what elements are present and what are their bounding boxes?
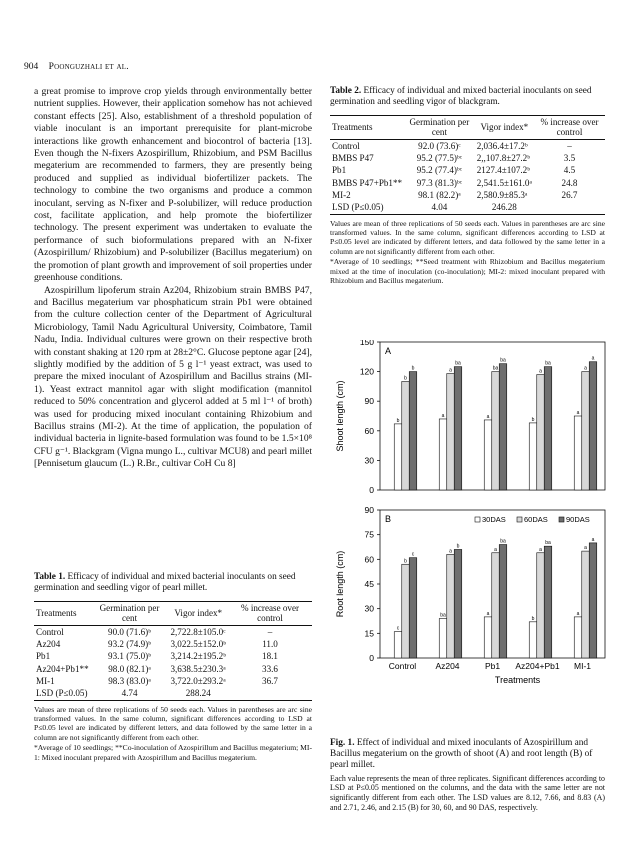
bar-90das (589, 543, 597, 658)
table-header: Vigor index* (475, 115, 534, 139)
y-tick-label: 150 (359, 340, 374, 347)
running-author: Poonguzhali et al. (48, 62, 129, 72)
bar-60das (537, 553, 545, 658)
body-paragraph-2: Azospirillum lipoferum strain Az204, Rhizobium strain BMBS P47, and Bacillus megaterium var phosphaticum strain Pb1 were obtained from the culture collection center of the Department of Agricultural Microbiology, Tamil Nadu Agricultural University, Coimbatore, Tamil Nadu, India. Individual cultures were grown on their respective broth with constant shaking at 120 rpm at 28±2°C. Glucose peptone agar [24], slightly modified by the addition of 5 g l⁻¹ yeast extract, was used to prepare the mixed inoculant of Azospirillum and Bacillus strains (MI-1). Yeast extract mannitol agar with slight modification (mannitol reduced to 50% concentration and glycerol added at 5 ml l⁻¹ of broth) was used for producing mixed inoculant containing Rhizobium and Bacillus strains (MI-2). At the time of application, the population of individual bacteria in lignite-based formulation was found to be 1.5×10⁸ CFU g⁻¹. Blackgram (Vigna mungo L., cultivar MCU8) and pearl millet [Pennisetum glaucum (L.) R.Br., cultivar CoH Cu 8] (34, 284, 312, 470)
bar-significance-label: a (584, 365, 587, 372)
bar-significance-label: b (531, 615, 535, 622)
y-tick-label: 0 (369, 485, 374, 495)
bar-significance-label: a (539, 368, 542, 375)
bar-90das (499, 364, 507, 490)
bar-significance-label: b (404, 558, 407, 565)
bar-60das (402, 564, 410, 658)
legend-label: 90DAS (566, 515, 590, 524)
bar-30das (484, 617, 492, 658)
bar-significance-label: b (531, 416, 535, 423)
y-tick-label: 90 (364, 396, 374, 407)
bar-significance-label: a (576, 410, 580, 416)
table-1-footnote: *Average of 10 seedlings; **Co-inoculation of Azospirillum and Bacillus megaterium; MI-1: Mixed inoculant prepared with Azospirillum and Bacillus megaterium. (34, 743, 312, 762)
running-header (24, 62, 129, 72)
bar-significance-label: a (486, 413, 490, 420)
bar-significance-label: b (456, 543, 460, 550)
bar-significance-label: ba (500, 357, 506, 364)
bar-30das (484, 420, 492, 490)
table-header: Germination per cent (404, 115, 475, 139)
bar-significance-label: a (494, 546, 497, 553)
bar-90das (454, 549, 462, 658)
y-tick-label: 45 (364, 579, 374, 589)
y-tick-label: 90 (364, 505, 374, 515)
bar-60das (492, 372, 500, 490)
table-1-note: Values are mean of three replications of 50 seeds each. Values in parentheses are arc sine transformed values. In the same column, significant differences according to LSD at P≤0.05 level are indicated by different letters, and data followed by the same letter in a column are not significantly different from each other. (34, 704, 312, 742)
bar-30das (439, 619, 447, 658)
bar-significance-label: ba (440, 612, 446, 619)
panel-label: B (385, 514, 392, 524)
bar-30das (394, 424, 402, 490)
table-header: Treatments (34, 601, 91, 625)
bar-90das (589, 362, 597, 490)
bar-90das (409, 558, 417, 658)
table-2-grid (330, 115, 605, 215)
table-header: % increase over control (228, 601, 312, 625)
bar-90das (499, 545, 507, 658)
bar-90das (544, 367, 552, 490)
x-tick-label: Az204 (435, 661, 460, 671)
y-tick-label: 75 (364, 529, 374, 540)
table-2-caption: Table 2. Efficacy of individual and mixed bacterial inoculants on seed germination and seedling vigor of blackgram. (330, 86, 592, 108)
bar-significance-label: a (449, 548, 452, 555)
y-tick-label: 60 (364, 425, 374, 436)
legend-swatch (475, 517, 480, 522)
table-1 (34, 572, 312, 762)
figure-1-caption-note: Each value represents the mean of three replicates. Significant differences according to LSD at P≤0.05 mentioned on the columns, and the data with the same letter are not significantly different from each other. The LSD values are 8.12, 7.66, and 8.83 (A) and 2.71, 2.46, and 2.15 (B) for 30, 60, and 90 DAS, respectively. (330, 773, 605, 812)
table-row: Az204 93.2 (74.9)ᵇ 3,022.5±152.0ᵇ 11.0 (36, 639, 278, 650)
table-header: % increase over control (534, 115, 605, 139)
y-tick-label: 30 (364, 603, 374, 614)
x-tick-label: MI-1 (574, 661, 591, 671)
bar-significance-label: b (396, 417, 400, 424)
page-number: 904 (24, 62, 39, 72)
table-2-note: Values are mean of three replications of 50 seeds each. Values in parentheses are arc sine transformed values. In the same column, significant differences according to LSD at P≤0.05 level are indicated by different letters, and data followed by the same letter in a column are not significantly different from each other. (330, 218, 605, 256)
x-axis-label: Treatments (494, 675, 541, 685)
bar-60das (447, 554, 455, 658)
bar-significance-label: a (441, 412, 445, 419)
bar-significance-label: a (591, 355, 595, 362)
table-row: Pb1 95.2 (77.4)ᵇᶜ 2127.4±107.2ᵇ 4.5 (332, 165, 576, 176)
table-row: Pb1 93.1 (75.0)ᵇ 3,214.2±195.2ᵇ 18.1 (36, 651, 278, 662)
bar-significance-label: ba (492, 365, 499, 372)
bar-significance-label: ba (545, 540, 551, 547)
table-row: MI-2 98.1 (82.2)ᵃ 2,580.9±85.3ᵃ 26.7 (332, 190, 578, 200)
legend-label: 30DAS (482, 515, 506, 524)
bar-significance-label: a (449, 367, 452, 374)
x-tick-label: Control (388, 661, 417, 671)
table-row: BMBS P47+Pb1** 97.3 (81.3)ᵇᶜ 2,541.5±161.0ᵃ 24.8 (332, 177, 578, 188)
bar-significance-label: a (486, 610, 490, 617)
y-axis-label: Root length (cm) (335, 550, 345, 618)
bar-60das (537, 375, 545, 490)
table-row: LSD (P≤0.05) 4.74 288.24 (34, 687, 312, 700)
bar-30das (529, 622, 537, 658)
bar-significance-label: a (591, 536, 595, 543)
figure-1-chart (325, 340, 610, 710)
bar-significance-label: ba (545, 360, 551, 367)
bar-significance-label: c (396, 625, 400, 632)
table-row: MI-1 98.3 (83.0)ᵃ 3,722.0±293.2ᵃ 36.7 (36, 676, 278, 686)
legend-swatch (517, 517, 522, 522)
x-tick-label: Pb1 (484, 661, 501, 671)
bar-90das (544, 546, 552, 658)
bar-60das (402, 381, 410, 490)
y-tick-label: 15 (364, 628, 374, 639)
body-paragraph-1: a great promise to improve crop yields through environmentally better nutrient supplies. However, their application somehow has not achieved constant effects [25]. Also, establishment of a threshold population of viable inoculant is an important prerequisite for plant-microbe interactions like growth enhancement and biocontrol of bacteria [13]. Even though the N-fixers Azospirillum, Rhizobium, and PSM Bacillus megaterium are recommended to farmers, they are presently being produced and supplied as individual biofertilizer packets. The technology to combine the two organisms and produce a common inoculant, serving as N-fixer and P-solubilizer, will reduce production cost, facilitate application, and help promote the biofertilizer technology. The present experiment was undertaken to evaluate the performance of such bioformulations prepared with an N-fixer (Azospirillum/ Rhizobium) and P-solubilizer (Bacillus megaterium) on the promotion of plant growth and improvement of soil properties under greenhouse conditions. (34, 86, 312, 284)
bar-significance-label: b (411, 365, 415, 372)
x-tick-label: Az204+Pb1 (515, 661, 560, 671)
y-axis-label: Shoot length (cm) (335, 380, 345, 452)
bar-60das (582, 372, 590, 490)
bar-significance-label: ba (455, 360, 461, 367)
y-tick-label: 60 (364, 554, 374, 565)
bar-60das (492, 553, 500, 658)
left-column-text (34, 86, 312, 471)
table-2-footnote: *Average of 10 seedlings; **Seed treatment with Rhizobium and Bacillus megaterium mixed at the time of inoculation (co-inoculation); MI-2: mixed inoculant prepared with Rhizobium and Bacillus megaterium. (330, 257, 605, 286)
table-row: Control 92.0 (73.6)ᶜ 2,036.4±17.2ᵇ – (332, 140, 572, 151)
figure-1-caption: Fig. 1. Effect of individual and mixed inoculants of Azospirillum and Bacillus megaterium on the growth of shoot (A) and root length (B) of pearl millet. Each value represents the mean of three replicates. Significant differences according to LSD at P≤0.05 mentioned on the columns, and the data with the same letter are not significantly different from each other. The LSD values are 8.12, 7.66, and 8.83 (A) and 2.71, 2.46, and 2.15 (B) for 30, 60, and 90 DAS, respectively. (330, 738, 605, 812)
bar-significance-label: a (576, 610, 580, 617)
table-header: Vigor index* (168, 601, 228, 625)
table-header: Treatments (330, 115, 404, 139)
bar-90das (409, 372, 417, 490)
panel-label: A (385, 346, 392, 356)
table-header: Germination per cent (91, 601, 169, 625)
table-row: LSD (P≤0.05) 4.04 246.28 (330, 201, 605, 214)
table-1-caption: Table 1. Efficacy of individual and mixed bacterial inoculants on seed germination and seedling vigor of pearl millet. (34, 572, 296, 594)
bar-30das (574, 416, 582, 490)
right-column (330, 86, 605, 285)
bar-60das (582, 551, 590, 658)
bar-30das (574, 617, 582, 658)
y-tick-label: 120 (359, 366, 374, 377)
bar-30das (439, 419, 447, 490)
legend-swatch (559, 517, 564, 522)
table-row: BMBS P47 95.2 (77.5)ᵇᶜ 2,,107.8±27.2ᵇ 3.5 (332, 153, 576, 164)
bar-significance-label: a (539, 546, 542, 553)
bar-significance-label: ba (500, 538, 506, 545)
bar-30das (529, 423, 537, 490)
bar-30das (394, 632, 402, 658)
table-row: Control 90.0 (71.6)ᵇ 2,722.8±105.0ᶜ – (36, 626, 273, 637)
bar-significance-label: b (404, 375, 407, 382)
legend-label: 60DAS (524, 515, 548, 524)
table-1-grid (34, 601, 312, 701)
bar-90das (454, 367, 462, 490)
y-tick-label: 30 (364, 455, 374, 466)
bar-significance-label: a (584, 545, 587, 552)
bar-significance-label: c (411, 551, 415, 558)
table-row: Az204+Pb1** 98.0 (82.1)ᵃ 3,638.5±230.3ᵃ 33.6 (36, 663, 278, 674)
y-tick-label: 0 (369, 653, 374, 663)
bar-60das (447, 374, 455, 490)
